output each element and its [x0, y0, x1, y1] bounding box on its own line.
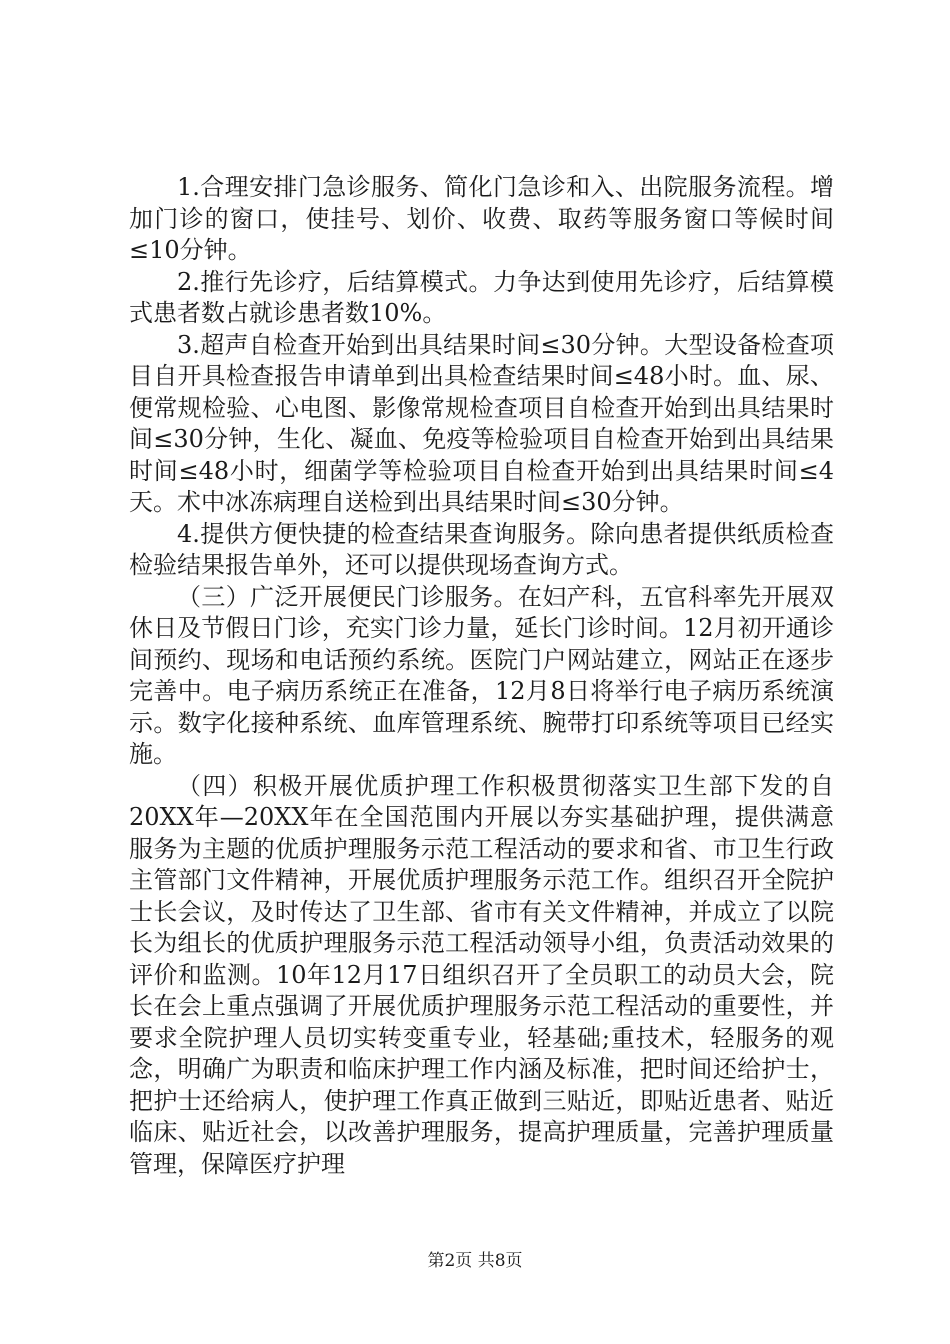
paragraph-6: （四）积极开展优质护理工作积极贯彻落实卫生部下发的自20XX年—20XX年在全国范围内开展以夯实基础护理，提供满意服务为主题的优质护理服务示范工程活动的要求和省、市卫生行政主管部门文件精神，开展优质护理服务示范工作。组织召开全院护士长会议，及时传达了卫生部、省市有关文件精神，并成立了以院长为组长的优质护理服务示范工程活动领导小组，负责活动效果的评价和监测。10年12月17日组织召开了全员职工的动员大会，院长在会上重点强调了开展优质护理服务示范工程活动的重要性，并要求全院护理人员切实转变重专业，轻基础;重技术，轻服务的观念，明确广为职责和临床护理工作内涵及标准，把时间还给护士，把护士还给病人，使护理工作真正做到三贴近，即贴近患者、贴近临床、贴近社会，以改善护理服务，提高护理质量，完善护理质量管理，保障医疗护理 [129, 771, 834, 1178]
body-text [129, 172, 834, 1180]
paragraph-3: 3.超声自检查开始到出具结果时间≤30分钟。大型设备检查项目自开具检查报告申请单到出具检查结果时间≤48小时。血、尿、便常规检验、心电图、影像常规检查项目自检查开始到出具结果时间≤30分钟，生化、凝血、免疫等检验项目自检查开始到出具结果时间≤48小时，细菌学等检验项目自检查开始到出具结果时间≤4天。术中冰冻病理自送检到出具结果时间≤30分钟。 [129, 330, 834, 516]
paragraph-4: 4.提供方便快捷的检查结果查询服务。除向患者提供纸质检查检验结果报告单外，还可以提供现场查询方式。 [129, 519, 834, 579]
page-footer: 第2页 共8页 [427, 1251, 523, 1271]
paragraph-1: 1.合理安排门急诊服务、简化门急诊和入、出院服务流程。增加门诊的窗口，使挂号、划价、收费、取药等服务窗口等候时间≤10分钟。 [129, 173, 834, 264]
paragraph-5: （三）广泛开展便民门诊服务。在妇产科，五官科率先开展双休日及节假日门诊，充实门诊力量，延长门诊时间。12月初开通诊间预约、现场和电话预约系统。医院门户网站建立，网站正在逐步完善中。电子病历系统正在准备，12月8日将举行电子病历系统演示。数字化接种系统、血库管理系统、腕带打印系统等项目已经实施。 [129, 582, 834, 768]
paragraph-2: 2.推行先诊疗，后结算模式。力争达到使用先诊疗，后结算模式患者数占就诊患者数10%。 [129, 267, 834, 327]
